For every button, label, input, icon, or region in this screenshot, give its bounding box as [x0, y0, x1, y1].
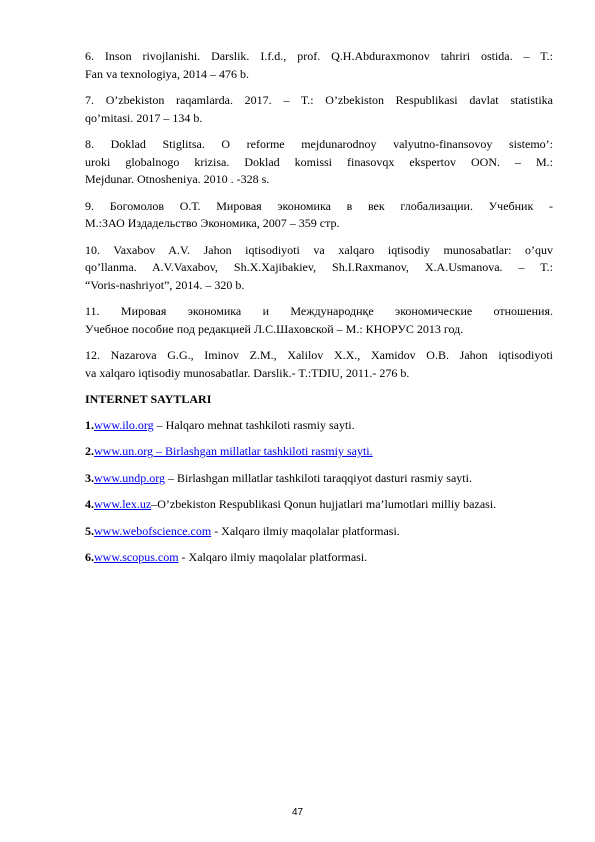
reference-line: 12. Nazarova G.G., Iminov Z.M., Xalilov X.X., Xamidov O.B. Jahon iqtisodiyoti [85, 348, 553, 362]
reference-line: 6. Inson rivojlanishi. Darslik. I.f.d., prof. Q.H.Abduraxmonov tahriri ostida. – T.: [85, 49, 553, 63]
site-link[interactable]: www.lex.uz [94, 497, 152, 511]
site-number: 5. [85, 523, 94, 538]
site-item-2 [85, 443, 553, 461]
reference-6 [85, 48, 553, 83]
page-number: 47 [291, 807, 304, 818]
reference-line: qo’llanma. A.V.Vaxabov, Sh.X.Xajibakiev, Sh.I.Raxmanov, X.A.Usmanova. – T.: [85, 260, 553, 274]
site-item-3 [85, 470, 553, 488]
site-item-4 [85, 496, 553, 514]
site-link[interactable]: www.ilo.org [94, 417, 154, 432]
site-description: – Birlashgan millatlar tashkiloti taraqqiyot dasturi rasmiy sayti. [165, 470, 472, 485]
site-link[interactable]: www.webofscience.com [94, 523, 212, 538]
page-content [85, 48, 553, 576]
site-item-5 [85, 523, 553, 541]
reference-line: va xalqaro iqtisodiy munosabatlar. Darslik.- T.:TDIU, 2011.- 276 b. [85, 365, 410, 380]
site-link[interactable]: www.undp.org [94, 470, 165, 485]
reference-12 [85, 347, 553, 382]
reference-7 [85, 92, 553, 127]
reference-line: 10. Vaxabov A.V. Jahon iqtisodiyoti va xalqaro iqtisodiy munosabatlar: o’quv [85, 242, 553, 257]
site-description: – Halqaro mehnat tashkiloti rasmiy sayti. [153, 417, 355, 432]
section-heading: INTERNET SAYTLARI [85, 392, 212, 406]
reference-line: 11. Мировая экономика и Международнқе экономические отношения. [85, 304, 553, 318]
site-link[interactable]: www.scopus.com [94, 550, 179, 564]
reference-10 [85, 242, 553, 295]
site-description: - Xalqaro ilmiy maqolalar platformasi. [178, 550, 368, 564]
reference-8 [85, 136, 553, 189]
reference-line: uroki globalnogo krizisa. Doklad komissi finasovqx ekspertov OON. – M.: [85, 154, 553, 169]
reference-line: “Voris-nashriyot”, 2014. – 320 b. [85, 277, 245, 292]
reference-line: Mejdunar. Otnosheniya. 2010 . -328 s. [85, 172, 270, 186]
site-item-6 [85, 549, 553, 567]
reference-line: 7. O’zbekiston raqamlarda. 2017. – T.: O’zbekiston Respublikasi davlat statistika [85, 93, 553, 107]
site-number: 3. [85, 470, 94, 485]
reference-9 [85, 198, 553, 233]
reference-11 [85, 303, 553, 338]
site-item-1 [85, 417, 553, 435]
reference-line: Учебное пособие под редакцией Л.С.Шаховской – М.: КНОРУС 2013 год. [85, 321, 464, 336]
site-number: 2. [85, 444, 94, 458]
reference-line: М.:ЗАО Издадельство Экономика, 2007 – 359 стр. [85, 216, 340, 230]
reference-line: Fan va texnologiya, 2014 – 476 b. [85, 66, 249, 81]
reference-line: 9. Богомолов О.Т. Мировая экономика в век глобализации. Учебник - [85, 198, 553, 213]
site-number: 4. [85, 497, 94, 511]
site-number: 6. [85, 550, 94, 564]
reference-line: 8. Doklad Stiglitsa. O reforme mejdunarodnoy valyutno-finansovoy sistemo’: [85, 137, 553, 151]
site-description: - Xalqaro ilmiy maqolalar platformasi. [211, 523, 400, 538]
site-link[interactable]: www.un.org – Birlashgan millatlar tashkiloti rasmiy sayti. [94, 444, 373, 458]
site-number: 1. [85, 417, 94, 432]
site-description: –O’zbekiston Respublikasi Qonun hujjatlari ma’lumotlari milliy bazasi. [151, 497, 497, 511]
reference-line: qo’mitasi. 2017 – 134 b. [85, 110, 203, 125]
